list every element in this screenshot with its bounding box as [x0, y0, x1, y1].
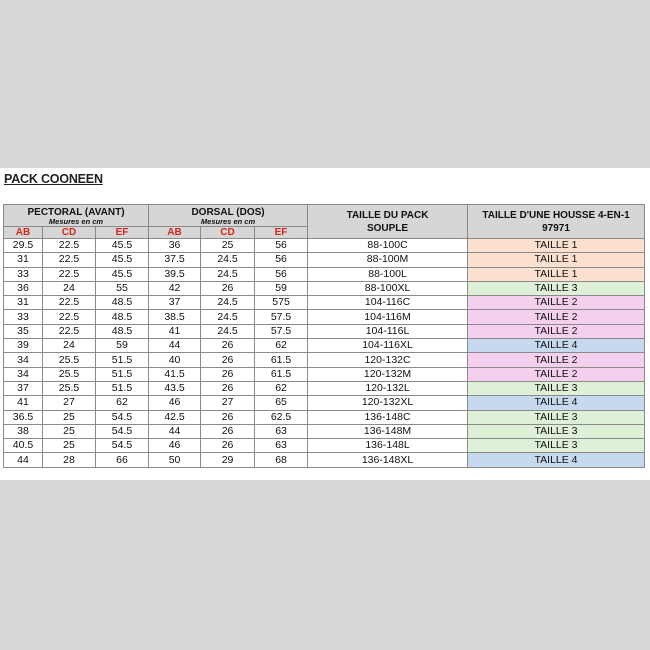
cell-dorsal-ab: 46	[149, 439, 201, 453]
cell-dorsal-ab: 43.5	[149, 381, 201, 395]
header-dorsal-unit: Mesures en cm	[200, 217, 256, 226]
cell-pectoral-ab: 33	[4, 310, 43, 324]
cell-pectoral-ef: 48.5	[96, 324, 149, 338]
cell-pack-size: 104-116XL	[308, 339, 468, 353]
table-row	[4, 324, 645, 338]
cell-cover-size: TAILLE 4	[468, 339, 645, 353]
cell-pectoral-ef: 45.5	[96, 253, 149, 267]
cell-dorsal-cd: 26	[201, 381, 255, 395]
cell-dorsal-cd: 29	[201, 453, 255, 467]
cell-dorsal-ef: 56	[255, 267, 308, 281]
cell-pack-size: 136-148C	[308, 410, 468, 424]
table-row	[4, 439, 645, 453]
cell-pack-size: 88-100M	[308, 253, 468, 267]
cell-dorsal-ab: 50	[149, 453, 201, 467]
cell-pectoral-cd: 25.5	[43, 367, 96, 381]
header-code-pectoral-ef: EF	[96, 227, 149, 239]
cell-dorsal-cd: 24.5	[201, 267, 255, 281]
header-code-pectoral-ab: AB	[4, 227, 43, 239]
cell-dorsal-ab: 37	[149, 296, 201, 310]
header-cover-size-line2: 97971	[542, 222, 570, 234]
cell-cover-size: TAILLE 3	[468, 410, 645, 424]
cell-pectoral-ab: 29.5	[4, 239, 43, 253]
cell-pectoral-ef: 66	[96, 453, 149, 467]
cell-dorsal-ab: 40	[149, 353, 201, 367]
cell-pectoral-ab: 40.5	[4, 439, 43, 453]
cell-pectoral-ab: 31	[4, 296, 43, 310]
cell-dorsal-ab: 44	[149, 339, 201, 353]
cell-dorsal-cd: 26	[201, 424, 255, 438]
table-row	[4, 424, 645, 438]
cell-pectoral-cd: 22.5	[43, 324, 96, 338]
cell-cover-size: TAILLE 3	[468, 381, 645, 395]
document-title: PACK COONEEN	[4, 172, 103, 186]
cell-pectoral-ef: 51.5	[96, 353, 149, 367]
cell-dorsal-ab: 46	[149, 396, 201, 410]
cell-dorsal-ef: 62.5	[255, 410, 308, 424]
header-cover-size	[468, 205, 645, 239]
table-row	[4, 453, 645, 467]
cell-pectoral-ef: 51.5	[96, 367, 149, 381]
cell-dorsal-cd: 24.5	[201, 310, 255, 324]
cell-dorsal-ef: 56	[255, 239, 308, 253]
cell-dorsal-cd: 26	[201, 281, 255, 295]
table-row	[4, 339, 645, 353]
header-pack-size	[308, 205, 468, 239]
header-pectoral-label: PECTORAL (AVANT)	[27, 207, 125, 218]
cell-pectoral-ab: 41	[4, 396, 43, 410]
cell-pectoral-ef: 54.5	[96, 439, 149, 453]
cell-dorsal-cd: 24.5	[201, 253, 255, 267]
cell-dorsal-ef: 63	[255, 439, 308, 453]
cell-dorsal-ef: 65	[255, 396, 308, 410]
cell-pectoral-ab: 33	[4, 267, 43, 281]
cell-dorsal-cd: 26	[201, 410, 255, 424]
cell-dorsal-ef: 59	[255, 281, 308, 295]
cell-dorsal-ab: 41.5	[149, 367, 201, 381]
cell-pack-size: 136-148L	[308, 439, 468, 453]
cell-cover-size: TAILLE 1	[468, 267, 645, 281]
cell-pectoral-cd: 22.5	[43, 239, 96, 253]
cell-pectoral-cd: 22.5	[43, 253, 96, 267]
table-row	[4, 381, 645, 395]
cell-dorsal-cd: 24.5	[201, 296, 255, 310]
header-pectoral	[4, 205, 149, 227]
cell-pectoral-ef: 48.5	[96, 310, 149, 324]
table-row	[4, 396, 645, 410]
cell-pectoral-cd: 28	[43, 453, 96, 467]
cell-dorsal-ef: 575	[255, 296, 308, 310]
table-row	[4, 410, 645, 424]
cell-pectoral-cd: 25.5	[43, 381, 96, 395]
header-row-groups	[4, 205, 645, 227]
cell-dorsal-ab: 41	[149, 324, 201, 338]
cell-dorsal-cd: 26	[201, 439, 255, 453]
cell-dorsal-ab: 42.5	[149, 410, 201, 424]
cell-dorsal-ef: 63	[255, 424, 308, 438]
cell-pectoral-cd: 25.5	[43, 353, 96, 367]
cell-pectoral-cd: 22.5	[43, 310, 96, 324]
header-pack-size-line1: TAILLE DU PACK	[346, 209, 429, 221]
cell-cover-size: TAILLE 1	[468, 239, 645, 253]
cell-dorsal-ef: 62	[255, 381, 308, 395]
cell-pectoral-ef: 45.5	[96, 239, 149, 253]
cell-dorsal-ab: 42	[149, 281, 201, 295]
cell-pack-size: 120-132C	[308, 353, 468, 367]
cell-pectoral-cd: 25	[43, 410, 96, 424]
cell-cover-size: TAILLE 2	[468, 310, 645, 324]
cell-pack-size: 88-100XL	[308, 281, 468, 295]
cell-pack-size: 88-100L	[308, 267, 468, 281]
cell-pectoral-ef: 54.5	[96, 410, 149, 424]
cell-pectoral-ef: 54.5	[96, 424, 149, 438]
cell-pectoral-ef: 51.5	[96, 381, 149, 395]
cell-cover-size: TAILLE 2	[468, 367, 645, 381]
cell-dorsal-cd: 26	[201, 367, 255, 381]
cell-pectoral-cd: 24	[43, 339, 96, 353]
header-pectoral-unit: Mesures en cm	[48, 217, 104, 226]
cell-dorsal-ef: 61.5	[255, 353, 308, 367]
cell-pectoral-ef: 59	[96, 339, 149, 353]
cell-pectoral-ab: 36.5	[4, 410, 43, 424]
cell-cover-size: TAILLE 1	[468, 253, 645, 267]
cell-pack-size: 104-116M	[308, 310, 468, 324]
cell-pectoral-ab: 35	[4, 324, 43, 338]
cell-pectoral-ab: 34	[4, 367, 43, 381]
cell-dorsal-ef: 57.5	[255, 324, 308, 338]
table-row	[4, 239, 645, 253]
cell-cover-size: TAILLE 2	[468, 353, 645, 367]
header-cover-size-line1: TAILLE D'UNE HOUSSE 4-EN-1	[482, 209, 630, 221]
cell-dorsal-ef: 68	[255, 453, 308, 467]
cell-pectoral-cd: 27	[43, 396, 96, 410]
table-row	[4, 281, 645, 295]
cell-pectoral-ab: 44	[4, 453, 43, 467]
table-row	[4, 310, 645, 324]
cell-pectoral-cd: 22.5	[43, 296, 96, 310]
cell-dorsal-ef: 61.5	[255, 367, 308, 381]
header-code-dorsal-cd: CD	[201, 227, 255, 239]
header-pack-size-line2: SOUPLE	[366, 222, 409, 234]
cell-pack-size: 104-116C	[308, 296, 468, 310]
cell-cover-size: TAILLE 4	[468, 453, 645, 467]
table-row	[4, 296, 645, 310]
cell-pack-size: 120-132XL	[308, 396, 468, 410]
header-code-pectoral-cd: CD	[43, 227, 96, 239]
cell-dorsal-cd: 27	[201, 396, 255, 410]
cell-pectoral-cd: 25	[43, 439, 96, 453]
cell-pectoral-ab: 31	[4, 253, 43, 267]
cell-cover-size: TAILLE 4	[468, 396, 645, 410]
cell-pectoral-cd: 24	[43, 281, 96, 295]
cell-dorsal-cd: 26	[201, 353, 255, 367]
cell-pectoral-ab: 34	[4, 353, 43, 367]
header-code-dorsal-ef: EF	[255, 227, 308, 239]
cell-dorsal-ab: 39.5	[149, 267, 201, 281]
cell-dorsal-ab: 37.5	[149, 253, 201, 267]
table-row	[4, 253, 645, 267]
cell-dorsal-ab: 38.5	[149, 310, 201, 324]
cell-dorsal-ef: 62	[255, 339, 308, 353]
cell-pectoral-cd: 22.5	[43, 267, 96, 281]
cell-cover-size: TAILLE 2	[468, 296, 645, 310]
cell-pack-size: 88-100C	[308, 239, 468, 253]
cell-pectoral-ab: 36	[4, 281, 43, 295]
cell-cover-size: TAILLE 3	[468, 424, 645, 438]
cell-dorsal-ab: 36	[149, 239, 201, 253]
table-row	[4, 367, 645, 381]
document-sheet	[0, 168, 650, 480]
cell-pectoral-ef: 48.5	[96, 296, 149, 310]
header-dorsal	[149, 205, 308, 227]
cell-pack-size: 120-132M	[308, 367, 468, 381]
size-table	[3, 204, 645, 468]
cell-dorsal-cd: 26	[201, 339, 255, 353]
cell-cover-size: TAILLE 3	[468, 281, 645, 295]
header-code-dorsal-ab: AB	[149, 227, 201, 239]
cell-pectoral-ef: 62	[96, 396, 149, 410]
cell-pectoral-ef: 55	[96, 281, 149, 295]
cell-pack-size: 136-148XL	[308, 453, 468, 467]
cell-pectoral-ab: 38	[4, 424, 43, 438]
cell-cover-size: TAILLE 3	[468, 439, 645, 453]
cell-dorsal-cd: 25	[201, 239, 255, 253]
cell-dorsal-ef: 56	[255, 253, 308, 267]
cell-pectoral-ab: 37	[4, 381, 43, 395]
cell-cover-size: TAILLE 2	[468, 324, 645, 338]
cell-dorsal-cd: 24.5	[201, 324, 255, 338]
table-row	[4, 353, 645, 367]
table-body	[4, 239, 645, 468]
header-dorsal-label: DORSAL (DOS)	[191, 207, 265, 218]
cell-dorsal-ab: 44	[149, 424, 201, 438]
cell-pack-size: 120-132L	[308, 381, 468, 395]
table-row	[4, 267, 645, 281]
cell-dorsal-ef: 57.5	[255, 310, 308, 324]
cell-pectoral-ab: 39	[4, 339, 43, 353]
table-header	[4, 205, 645, 239]
cell-pectoral-cd: 25	[43, 424, 96, 438]
cell-pack-size: 104-116L	[308, 324, 468, 338]
cell-pectoral-ef: 45.5	[96, 267, 149, 281]
cell-pack-size: 136-148M	[308, 424, 468, 438]
